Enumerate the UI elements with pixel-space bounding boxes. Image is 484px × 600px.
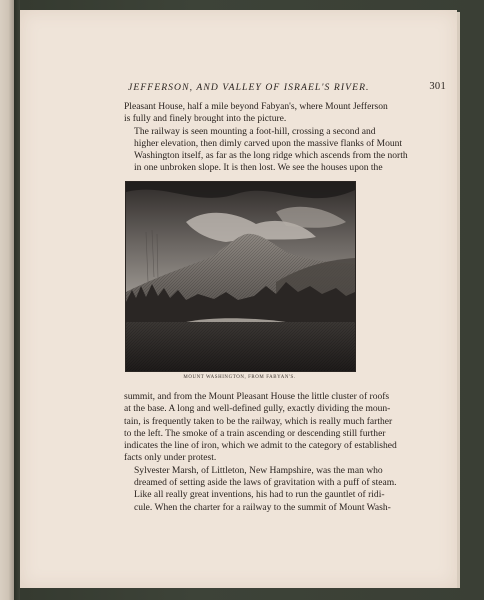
text-line: in one unbroken slope. It is then lost. We see the houses upon the	[134, 162, 383, 174]
body-text-bottom	[124, 391, 446, 514]
text-line: tain, is frequently taken to be the railway, which is really much farther	[124, 415, 393, 427]
text-line: facts only under protest.	[124, 452, 217, 464]
engraving-mount-washington	[125, 181, 356, 372]
text-line: Pleasant House, half a mile beyond Fabyan's, where Mount Jefferson	[124, 101, 388, 112]
text-line: higher elevation, then dimly carved upon the massive flanks of Mount	[134, 137, 403, 149]
paragraph	[124, 126, 446, 175]
page-number: 301	[429, 81, 446, 92]
text-line: The railway is seen mounting a foot-hill, crossing a second and	[134, 125, 376, 137]
text-line: is fully and finely brought into the picture.	[124, 113, 287, 125]
text-line: at the base. A long and well-defined gully, exactly dividing the moun-	[124, 403, 391, 415]
running-head	[128, 82, 446, 93]
paragraph	[124, 465, 446, 514]
text-line: summit, and from the Mount Pleasant House the little cluster of roofs	[124, 391, 390, 402]
previous-page-edge	[0, 0, 14, 600]
running-head-title: JEFFERSON, AND VALLEY OF ISRAEL'S RIVER.	[128, 82, 370, 93]
text-line: indicates the line of iron, which we admit to the category of established	[124, 440, 397, 452]
text-line: Washington itself, as far as the long ridge which ascends from the north	[134, 150, 408, 162]
paragraph	[124, 101, 446, 126]
text-line: Like all really great inventions, his had to run the gauntlet of ridi-	[134, 489, 385, 501]
text-line: Sylvester Marsh, of Littleton, New Hampshire, was the man who	[134, 464, 383, 476]
text-line: to the left. The smoke of a train ascending or descending still further	[124, 427, 386, 439]
text-line: cule. When the charter for a railway to the summit of Mount Wash-	[134, 501, 391, 513]
illustration-caption: MOUNT WASHINGTON, FROM FABYAN'S.	[183, 375, 296, 380]
paragraph	[124, 391, 446, 465]
text-line: dreamed of setting aside the laws of gravitation with a puff of steam.	[134, 477, 397, 489]
body-text-top	[124, 101, 446, 175]
meadow-shading	[126, 322, 355, 371]
page-edge	[457, 12, 460, 588]
